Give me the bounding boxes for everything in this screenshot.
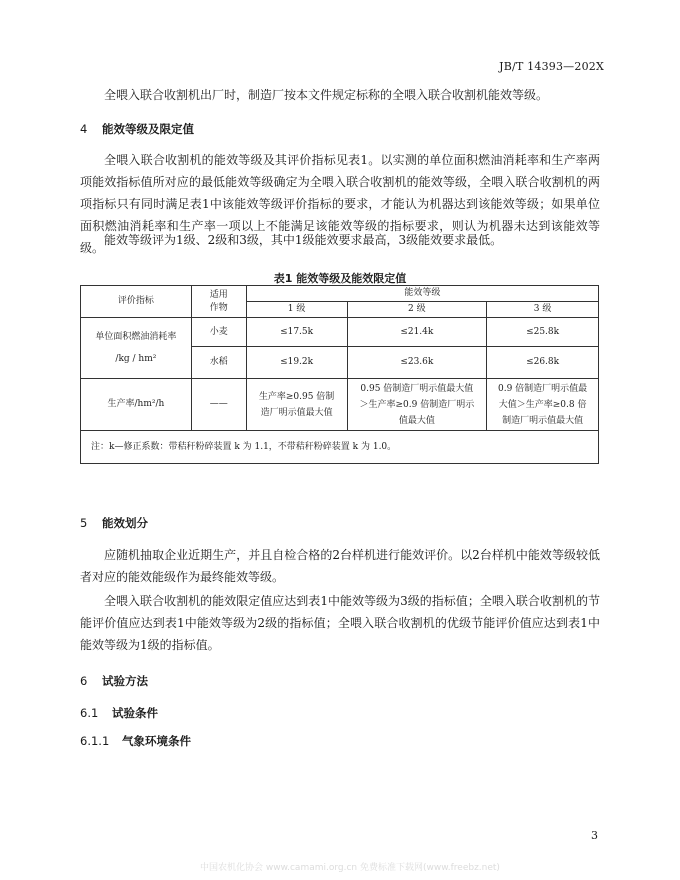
section-number: 6.1 [80,706,99,720]
wheat-grade-3: ≤25.8k [487,318,599,347]
productivity-grade-1 [246,379,347,431]
fuel-label-line1: 单位面积燃油消耗率 [95,332,177,342]
crop-rice: 水稻 [191,347,246,379]
rice-grade-3: ≤26.8k [487,347,599,379]
section-title: 试验方法 [102,674,148,688]
section-6-1-1-heading [80,733,191,749]
section-6-1-heading [80,705,158,721]
header-grade-2: 2 级 [347,302,487,318]
section-number: 4 [80,122,88,136]
wheat-grade-1: ≤17.5k [246,318,347,347]
header-grade-3: 3 级 [487,302,599,318]
wheat-grade-2: ≤21.4k [347,318,487,347]
header-indicator: 评价指标 [81,286,192,318]
page-number: 3 [591,829,598,842]
fuel-label-line2: /kg / hm² [115,354,157,364]
fuel-label [81,318,192,379]
section-5-paragraph-2: 全喂入联合收割机的能效限定值应达到表1中能效等级为3级的指标值；全喂入联合收割机的节能评价值应达到表1中能效等级为2级的指标值；全喂入联合收割机的优级节能评价值应达到表1中能效等级为1级的指标值。 [80,594,600,652]
crop-wheat: 小麦 [191,318,246,347]
section-6-heading [80,673,148,689]
productivity-grade-1-line1: 生产率≥0.95 倍制 [258,391,335,402]
table-note: 注：k—修正系数：带秸秆粉碎装置 k 为 1.1，不带秸秆粉碎装置 k 为 1.0。 [81,431,599,464]
productivity-grade-3 [487,379,599,431]
section-5-paragraph-1: 应随机抽取企业近期生产，并且自检合格的2台样机进行能效评价。以2台样机中能效等级较低者对应的能效能级作为最终能效等级。 [80,548,600,584]
intro-paragraph: 全喂入联合收割机出厂时，制造厂按本文件规定标称的全喂入联合收割机能效等级。 [104,88,549,102]
section-title: 试验条件 [112,706,158,720]
productivity-label: 生产率/hm²/h [81,379,192,431]
section-4-heading [80,121,194,137]
section-number: 5 [80,516,88,530]
section-title: 气象环境条件 [122,734,191,748]
section-number: 6.1.1 [80,734,110,748]
productivity-grade-3-line1: 0.9 倍制造厂明示值最 [498,383,588,394]
section-title: 能效等级及限定值 [102,122,194,136]
table-row [81,318,599,347]
section-number: 6 [80,674,88,688]
productivity-grade-1-line2: 造厂明示值最大值 [260,407,333,418]
productivity-crop: —— [191,379,246,431]
rice-grade-2: ≤23.6k [347,347,487,379]
header-crop-line2: 作物 [209,302,228,313]
section-4-paragraph-2: 能效等级评为1级、2级和3级，其中1级能效要求最高，3级能效要求最低。 [104,233,503,247]
section-4-paragraph-1: 全喂入联合收割机的能效等级及其评价指标见表1。以实测的单位面积燃油消耗率和生产率两项能效指标值所对应的最低能效等级确定为全喂入联合收割机的能效等级，全喂入联合收割机的两项指标只有同时满足表1中该能效等级评价指标的要求，才能认为机器达到该能效等级；如果单位面积燃油消耗率和生产率一项以上不能满足该能效等级的指标要求，则认为机器未达到该能效等级。 [80,153,600,255]
footer-watermark: 中国农机化协会 www.camami.org.cn 免费标准下载网(www.freebz.net) [200,863,500,873]
productivity-grade-3-line2: 大值＞生产率≥0.8 倍 [498,399,587,410]
header-grade-1: 1 级 [246,302,347,318]
productivity-grade-3-line3: 制造厂明示值最大值 [502,415,584,426]
productivity-grade-2-line3: 值最大值 [398,415,435,426]
rice-grade-1: ≤19.2k [246,347,347,379]
table-row [81,379,599,431]
header-grade-group: 能效等级 [246,286,598,302]
productivity-grade-2 [347,379,487,431]
table-caption: 表1 能效等级及能效限定值 [273,272,407,285]
productivity-grade-2-line2: ＞生产率≥0.9 倍制造厂明示 [359,399,475,410]
productivity-grade-2-line1: 0.95 倍制造厂明示值最大值 [360,383,474,394]
header-crop-line1: 适用 [209,289,228,300]
header-crop [191,286,246,318]
energy-grade-table [80,285,599,464]
standard-code: JB/T 14393—202X [499,60,604,73]
section-title: 能效划分 [102,516,148,530]
section-5-heading [80,515,148,531]
